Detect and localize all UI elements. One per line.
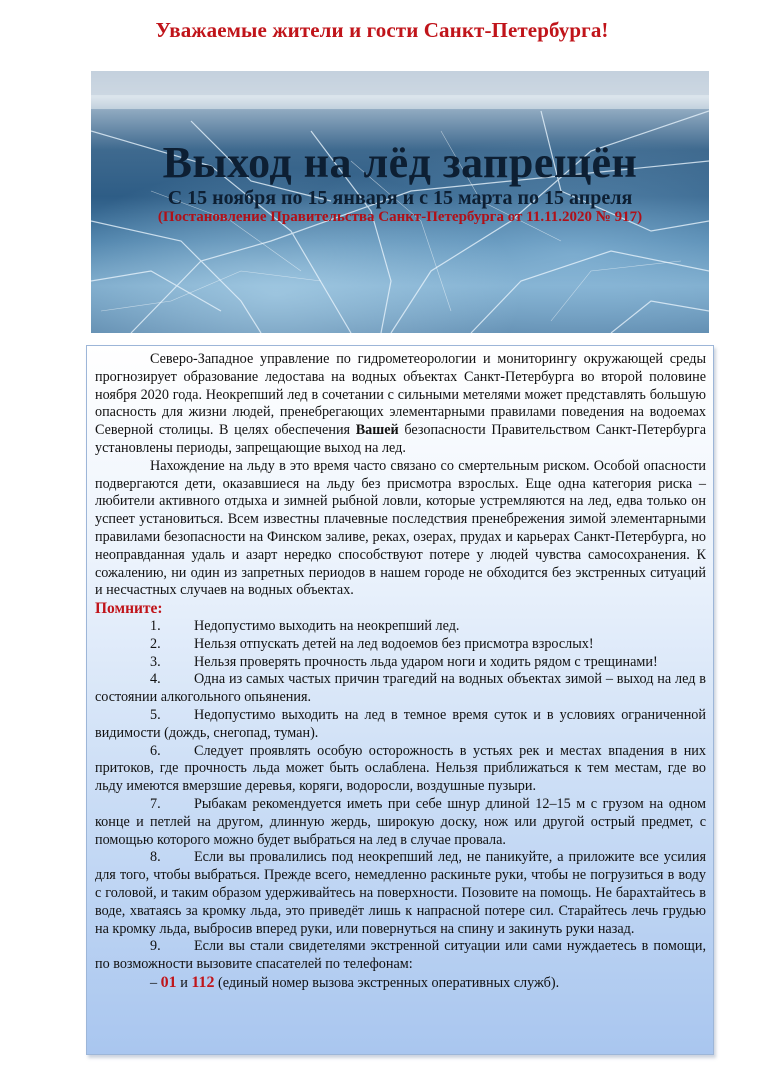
list-item: 3. Нельзя проверять прочность льда ударом ноги и ходить рядом с трещинами! — [150, 653, 658, 670]
list-item: 4. Одна из самых частых причин трагедий на водных объектах зимой – выход на лед в состоянии алкогольного опьянения. — [95, 671, 706, 706]
list-item: 5. Недопустимо выходить на лед в темное время суток и в условиях ограниченной видимости (дождь, снегопад, туман). — [95, 706, 706, 741]
list-item: 8. Если вы провалились под неокрепший лед, не паникуйте, а приложите все усилия для того, чтобы выбраться. Прежде всего, немедленно раскиньте руки, чтобы не погрузиться в воду с головой, и таким образом удерживайтесь на поверхности. Позовите на помощь. Не барахтайтесь в воде, хватаясь за кромку льда, это приведёт лишь к напрасной потере сил. Старайтесь лечь грудью на кромку льда, выбросив вперед руки, или повернуться на спину и закинуть руки назад. — [95, 849, 706, 937]
banner-decree: (Постановление Правительства Санкт-Петербурга от 11.11.2020 № 917) — [157, 209, 643, 225]
emergency-numbers: – 01 и 112 (единый номер вызова экстренных оперативных служб). — [150, 973, 560, 991]
ice-banner — [91, 71, 709, 333]
list-item: 1. Недопустимо выходить на неокрепший лед. — [150, 617, 460, 634]
notice-box — [86, 345, 714, 1055]
intro-paragraph-1: Северо-Западное управление по гидрометеорологии и мониторингу окружающей среды прогнозирует образование ледостава на водных объектах Санкт-Петербурга во второй половине ноября 2020 года. Неокрепший лед в сочетании с сильными метелями может представлять большую опасность для жизни людей, пренебрегающих элементарными правилами поведения на водоемах Северной столицы. В целях обеспечения Вашей безопасности Правительством Санкт-Петербурга установлены периоды, запрещающие выход на лед. — [95, 351, 706, 456]
list-item: 7. Рыбакам рекомендуется иметь при себе шнур длиной 12–15 м с грузом на одном конце и петлей на другом, длинную жердь, широкую доску, нож или другой острый предмет, с помощью которого можно будет выбраться на лед в случае провала. — [95, 795, 706, 848]
list-item: 6. Следует проявлять особую осторожность в устьях рек и местах впадения в них притоков, где прочность льда может быть ослаблена. Нельзя приближаться к тем местам, где во льду имеются вмерзшие деревья, коряги, водоросли, воздушные пузыри. — [95, 742, 706, 795]
list-item: 9. Если вы стали свидетелями экстренной ситуации или сами нуждаетесь в помощи, по возможности вызовите спасателей по телефонам: — [95, 938, 706, 973]
banner-title: Выход на лёд запрещён — [162, 138, 638, 187]
banner-subtitle: С 15 ноября по 15 января и с 15 марта по 15 апреля — [167, 187, 633, 209]
list-item: 2. Нельзя отпускать детей на лед водоемов без присмотра взрослых! — [150, 635, 594, 652]
phone-number-01: 01 — [160, 973, 177, 991]
emphasis-your: Вашей — [355, 422, 399, 439]
intro-paragraph-2: Нахождение на льду в это время часто связано со смертельным риском. Особой опасности подвергаются дети, оказавшиеся на льду без присмотра взрослых. Еще одна категория риска – любители активного отдыха и зимней рыбной ловли, которые устремляются на лед, едва только он успеет установиться. Всем известны плачевные последствия пренебрежения зимой элементарными правилами безопасности на Финском заливе, реках, озерах, прудах и карьерах Санкт-Петербурга, но неоправданная удаль и азарт нередко способствуют потере у людей чувства самосохранения. К сожалению, ни один из запретных периодов в нашем городе не обходится без экстренных ситуаций и несчастных случаев на водных объектах. — [95, 457, 706, 599]
phone-number-112: 112 — [191, 973, 215, 991]
remember-heading: Помните: — [95, 600, 163, 618]
page-title: Уважаемые жители и гости Санкт-Петербурга! — [155, 18, 609, 42]
